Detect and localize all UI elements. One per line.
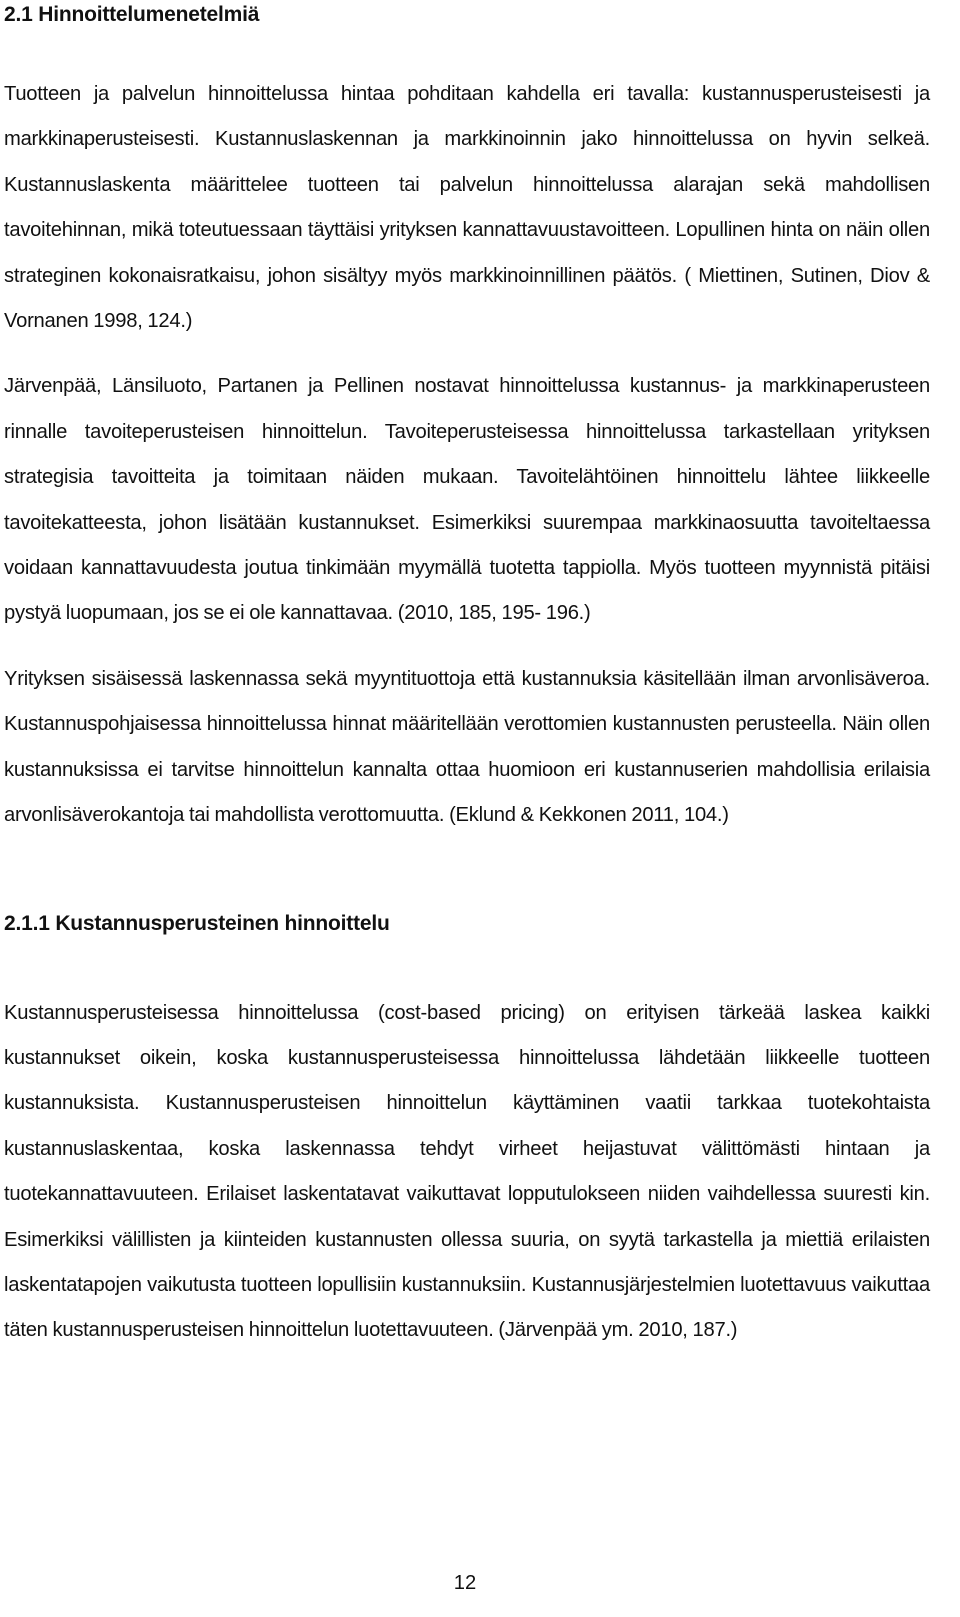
paragraph-cost-based-pricing: Kustannusperusteisessa hinnoittelussa (cost-based pricing) on erityisen tärkeää laskea kaikki kustannukset oikein, koska kustannusperusteisessa hinnoittelussa lähdetään liikkeelle tuotteen kustannuksista. Kustannusperusteisen hinnoittelun käyttäminen vaatii tarkkaa tuotekohtaista kustannuslaskentaa, koska laskennassa tehdyt virheet heijastuvat välittömästi hintaan ja tuotekannattavuuteen. Erilaiset laskentatavat vaikuttavat lopputulokseen niiden vaihdellessa suuresti kin. Esimerkiksi välillisten ja kiinteiden kustannusten ollessa suuria, on syytä tarkastella ja miettiä erilaisten laskentatapojen vaikutusta tuotteen lopullisiin kustannuksiin. Kustannusjärjestelmien luotettavuus vaikuttaa täten kustannusperusteisen hinnoittelun luotettavuuteen. (Järvenpää ym. 2010, 187.)	[4, 1001, 930, 1342]
subsection-heading: 2.1.1 Kustannusperusteinen hinnoittelu	[4, 911, 390, 935]
paragraph-target-pricing: Järvenpää, Länsiluoto, Partanen ja Pellinen nostavat hinnoittelussa kustannus- ja markkinaperusteen rinnalle tavoiteperusteisen hinnoittelun. Tavoiteperusteisessa hinnoittelussa tarkastellaan yrityksen strategisia tavoitteita ja toimitaan näiden mukaan. Tavoitelähtöinen hinnoittelu lähtee liikkeelle tavoitekatteesta, johon lisätään kustannukset. Esimerkiksi suurempaa markkinaosuutta tavoiteltaessa voidaan kannattavuudesta joutua tinkimään myymällä tuotetta tappiolla. Myös tuotteen myynnistä pitäisi pystyä luopumaan, jos se ei ole kannattavaa. (2010, 185, 195- 196.)	[4, 375, 930, 625]
paragraph-pricing-methods: Tuotteen ja palvelun hinnoittelussa hintaa pohditaan kahdella eri tavalla: kustannusperusteisesti ja markkinaperusteisesti. Kustannuslaskennan ja markkinoinnin jako hinnoittelussa on hyvin selkeä. Kustannuslaskenta määrittelee tuotteen tai palvelun hinnoittelussa alarajan sekä mahdollisen tavoitehinnan, mikä toteutuessaan täyttäisi yrityksen kannattavuustavoitteen. Lopullinen hinta on näin ollen strateginen kokonaisratkaisu, johon sisältyy myös markkinoinnillinen päätös. ( Miettinen, Sutinen, Diov & Vornanen 1998, 124.)	[4, 83, 930, 333]
section-heading: 2.1 Hinnoittelumenetelmiä	[4, 3, 260, 26]
page-content	[4, 0, 930, 1354]
paragraph-vat: Yrityksen sisäisessä laskennassa sekä myyntituottoja että kustannuksia käsitellään ilman arvonlisäveroa. Kustannuspohjaisessa hinnoittelussa hinnat määritellään verottomien kustannusten perusteella. Näin ollen kustannuksissa ei tarvitse hinnoittelun kannalta ottaa huomioon eri kustannuserien mahdollisia erilaisia arvonlisäverokantoja tai mahdollista verottomuutta. (Eklund & Kekkonen 2011, 104.)	[4, 667, 930, 827]
page-number: 12	[453, 1572, 477, 1594]
